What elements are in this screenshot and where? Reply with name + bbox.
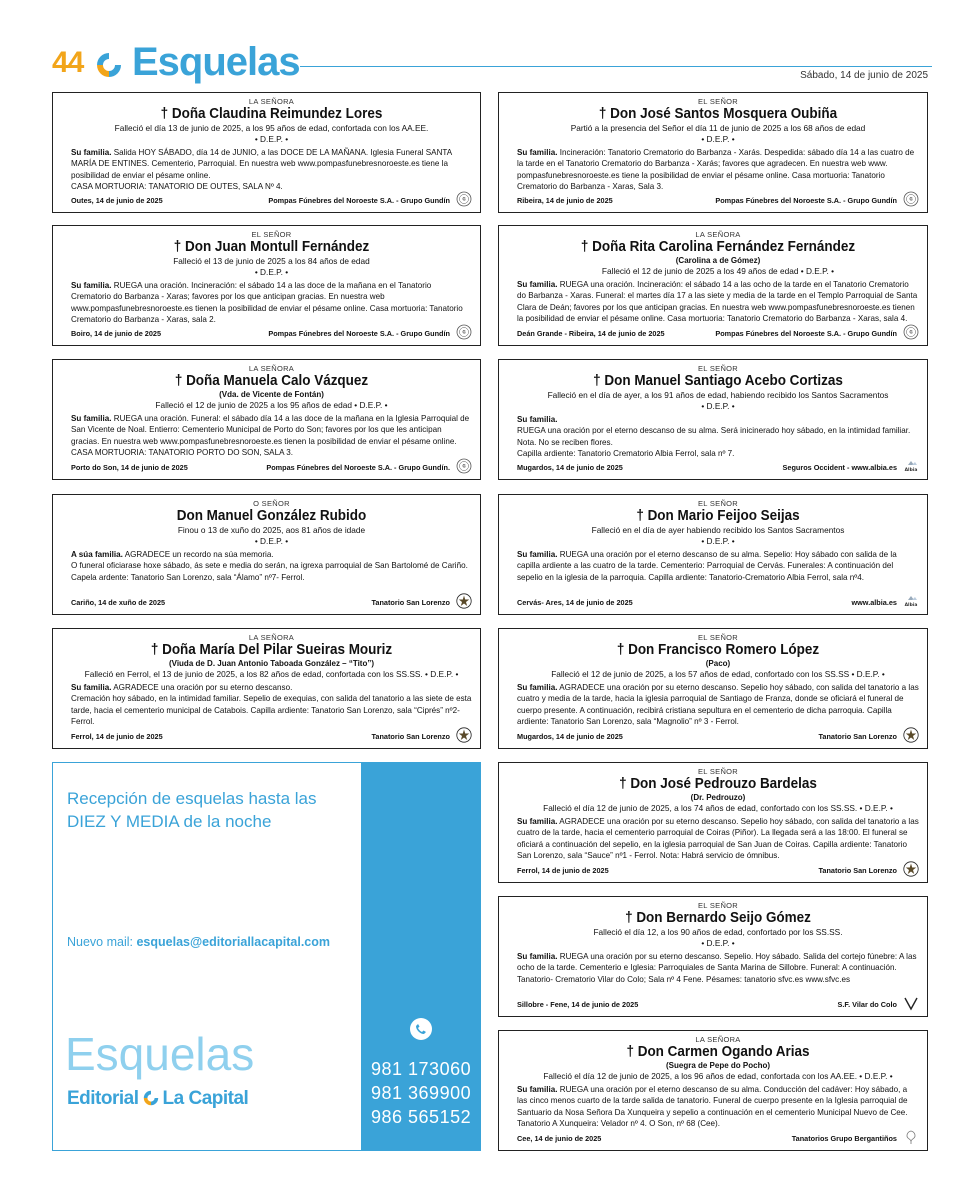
funeral-company: Tanatorio San Lorenzo xyxy=(818,866,897,875)
gundin-logo-icon xyxy=(903,324,919,340)
notice-body xyxy=(517,279,919,324)
place-date: Sillobre - Fene, 14 de junio de 2025 xyxy=(517,1000,639,1009)
honorific: EL SEÑOR xyxy=(251,230,292,239)
promo-left xyxy=(53,763,361,1150)
brand-esquelas: Esquelas xyxy=(65,1028,255,1080)
san-lorenzo-logo-icon xyxy=(903,861,919,877)
death-notice-line: Falleció el día 12 de junio de 2025, a los 74 años de edad, confortado con los SS.SS. • D.E.P. • xyxy=(543,803,893,813)
editorial-word: Editorial xyxy=(67,1088,139,1109)
death-notice-line: • D.E.P. • xyxy=(701,938,735,948)
page-header xyxy=(52,40,932,90)
death-notice-line: Partió a la presencia del Señor el día 11 de junio de 2025 a los 68 años de edad xyxy=(570,123,866,133)
notice-extra-line: RUEGA una oración por el eterno descanso de su alma. Será inicinerado hoy sábado, en la intimidad familiar. xyxy=(517,426,911,436)
notice-text: RUEGA una oración por su eterno descanso. Sepelio. Hoy sábado. Salida del cortejo fúnebre: A las ocho de la tarde. Cementerio e Iglesia: Parroquiales de Santa Marina de Sillobre. Funeral: A continuación. Tanatorio- Crematorio Vilar do Colo; Sala nº 4 Fene. Pésames: tanatorio sfvc.es www.sfvc.es xyxy=(517,952,917,984)
honorific: EL SEÑOR xyxy=(697,767,739,776)
notice-text: RUEGA una oración por el eterno descanso de su alma. Sepelio: Hoy sábado con salida de la capilla ardiente a las cuatro de la tarde. Cementerio: Parroquial de Cervás. Funerales: A continuación del sepelio en la iglesia de la parroquia. Capilla ardiente: Tanatorio-Crematorio Albia Ferrol, sala nº4. xyxy=(517,550,897,582)
death-notice-line: Falleció en Ferrol, el 13 de junio de 2025, a los 82 años de edad, confortada con los SS.SS. • D.E.P. • xyxy=(84,669,459,679)
death-notice-line: Falleció en el día de ayer, a los 91 años de edad, habiendo recibido los Santos Sacramentos xyxy=(547,390,889,400)
place-date: Mugardos, 14 de junio de 2025 xyxy=(517,732,623,741)
card-footer xyxy=(517,863,919,877)
email-label: Nuevo mail: xyxy=(67,935,137,949)
la-capital-word: La Capital xyxy=(162,1088,249,1109)
obituary-card xyxy=(52,494,481,615)
place-date: Ribeira, 14 de junio de 2025 xyxy=(517,196,613,205)
deceased-name: † Don José Santos Mosquera Oubiña xyxy=(598,106,838,122)
card-footer xyxy=(517,595,919,609)
deceased-name: † Doña Rita Carolina Fernández Fernández xyxy=(580,239,856,255)
place-date: Cee, 14 de junio de 2025 xyxy=(517,1134,602,1143)
svg-text:G: G xyxy=(909,329,913,335)
san-lorenzo-logo-icon xyxy=(456,727,472,743)
nickname: (Suegra de Pepe do Pocho) xyxy=(665,1061,770,1070)
funeral-company: Tanatorio San Lorenzo xyxy=(818,732,897,741)
notice-extra-line: O funeral oficiarase hoxe sábado, ás sete e media do serán, na igrexa parroquial de San Bartolomé de Cariño. xyxy=(71,561,468,571)
card-footer xyxy=(517,193,919,207)
capital-mark-icon xyxy=(142,1089,160,1107)
email-address[interactable]: esquelas@editoriallacapital.com xyxy=(136,935,330,949)
place-date: Ferrol, 14 de junio de 2025 xyxy=(517,866,609,875)
notice-body xyxy=(517,414,919,459)
nickname: (Carolina a de Gómez) xyxy=(675,256,761,265)
family-label: Su familia. xyxy=(71,414,112,423)
notice-text: RUEGA una oración. Incineración: el sábado 14 a las ocho de la tarde en el Tanatorio Crematorio do Barbanza - Xaras. Funeral: el martes día 17 a las siete y media de la tarde en el Templo Parroquial de Santa Clara de Deán; favores por los que anticipan gracias. En nuestra web www.pompasfunebresnoroeste.es tienen la posibilidad de enviar el pésame online. Casa mortuoria: Tanatorio Crematorio do Barbanza - Xaras, sala 4. xyxy=(517,280,918,323)
deceased-name: † Doña Claudina Reimundez Lores xyxy=(160,106,383,122)
funeral-company: Pompas Fúnebres del Noroeste S.A. - Grupo Gundín xyxy=(715,329,897,338)
promo-box xyxy=(52,762,481,1151)
honorific: EL SEÑOR xyxy=(697,364,739,373)
place-date: Cervás- Ares, 14 de junio de 2025 xyxy=(517,598,633,607)
svg-text:G: G xyxy=(909,196,913,202)
honorific: LA SEÑORA xyxy=(248,364,295,373)
death-notice-line: • D.E.P. • xyxy=(254,267,289,277)
card-footer xyxy=(517,729,919,743)
notice-text: RUEGA una oración por el eterno descanso de su alma. Conducción del cadáver: Hoy sábado, a las cinco menos cuarto de la tarde salida de tanatorio. Funeral de cuerpo presente en la Iglesia parroquial de Santuario da Nosa Señora Da Xunqueira y sepelio a continuación en el cementerio Municipal Nuevo de Cee. Tanatorio A Xunqueira: Velador nº 4. O Son, nº 68 (Cee). xyxy=(517,1085,908,1128)
deceased-name: † Don Bernardo Seijo Gómez xyxy=(625,910,811,926)
funeral-company: S.F. Vilar do Colo xyxy=(837,1000,897,1009)
death-notice-line: Falleció el día 12, a los 90 años de edad, confortado por los SS.SS. xyxy=(593,927,843,937)
svg-text:Albia: Albia xyxy=(904,603,918,608)
phone-icon xyxy=(409,1017,433,1041)
honorific: LA SEÑORA xyxy=(695,230,741,239)
notice-text: AGRADECE un recordo na súa memoria. xyxy=(122,550,274,559)
notice-text: RUEGA una oración. Incineración: el sábado 14 a las doce de la mañana en el Tanatorio Crematorio do Barbanza - Xaras; favores por los que anticipan gracias. En nuestra web www.pompasfunebresnoroeste.es tienen la posibilidad de enviar el pésame online. Casa mortuoria: Tanatorio Crematorio do Barbanza - Xaras, sala 2. xyxy=(71,281,463,324)
death-notice-line: • D.E.P. • xyxy=(701,134,735,144)
notice-body xyxy=(71,280,472,325)
funeral-company: Pompas Fúnebres del Noroeste S.A. - Grupo Gundín xyxy=(268,329,450,338)
vilar-do-colo-logo-icon xyxy=(903,995,919,1011)
place-date: Ferrol, 14 de junio de 2025 xyxy=(71,732,163,741)
honorific: EL SEÑOR xyxy=(697,499,739,508)
obituary-card xyxy=(52,225,481,346)
section-title: Esquelas xyxy=(132,40,300,84)
deceased-name: † Don Juan Montull Fernández xyxy=(173,239,370,255)
death-notice-line: Falleció el día 12 de junio de 2025, a los 96 años de edad, confortada con los AA.EE. • D.E.P. • xyxy=(543,1071,893,1081)
notice-body xyxy=(71,682,472,727)
notice-text: AGRADECE una oración por su eterno descanso. Sepelio hoy sábado, con salida del tanatorio a las cuatro de la tarde, hacia el cementerio parroquial de Coiras (Piñor). La llegada será a las 18:00. El funeral se oficiará a continuación del sepelio, en la iglesia parroquial de San Juan de Coiras. Capilla ardiente: Tanatorio San Lorenzo, sala “Sauce” nº1 - Ferrol. Nota: Habrá servicio de ómnibus. xyxy=(517,817,919,860)
funeral-company: Pompas Fúnebres del Noroeste S.A. - Grupo Gundín xyxy=(268,196,450,205)
place-date: Cariño, 14 de xuño de 2025 xyxy=(71,598,166,607)
deceased-name: † Doña Manuela Calo Vázquez xyxy=(174,373,369,389)
death-notice-line: • D.E.P. • xyxy=(254,134,289,144)
place-date: Mugardos, 14 de junio de 2025 xyxy=(517,463,623,472)
nickname: (Paco) xyxy=(705,659,731,668)
notice-extra-line: Cremación hoy sábado, en la intimidad familiar. Sepelio de exequias, con salida del tanatorio a las siete de esta tarde, hacia el cementerio municipal de Catabois. Capilla ardiente: Tanatorio San Lorenzo, sala “Ciprés” nº2- Ferrol. xyxy=(71,694,472,726)
death-notice-line: • D.E.P. • xyxy=(701,401,735,411)
deceased-name: † Don José Pedrouzo Bardelas xyxy=(619,776,817,792)
notice-extra-line: CASA MORTUORIA: TANATORIO DE OUTES, SALA Nº 4. xyxy=(71,181,283,191)
death-notice-line: Falleció el 12 de junio de 2025 a los 49 años de edad • D.E.P. • xyxy=(601,266,835,276)
gundin-logo-icon xyxy=(456,324,472,340)
family-label: Su familia. xyxy=(517,280,558,289)
notice-extra-line: Capela ardente: Tanatorio San Lorenzo, sala “Álamo” nº7- Ferrol. xyxy=(71,572,305,582)
reception-note: Recepción de esquelas hasta las DIEZ Y MEDIA de la noche xyxy=(67,789,317,831)
card-footer xyxy=(71,460,472,474)
place-date: Deán Grande - Ribeira, 14 de junio de 2025 xyxy=(517,329,665,338)
family-label: Su familia. xyxy=(517,817,558,826)
deceased-name: † Don Mario Feijoo Seijas xyxy=(636,508,800,524)
notice-body xyxy=(71,549,472,583)
capital-logo-icon xyxy=(94,50,124,80)
family-label: A súa familia. xyxy=(71,550,123,559)
honorific: LA SEÑORA xyxy=(695,1035,741,1044)
svg-text:Albia: Albia xyxy=(904,468,918,473)
promo-right xyxy=(361,763,480,1150)
phone-number[interactable]: 981 173060 xyxy=(371,1059,472,1079)
obituary-card xyxy=(498,359,928,480)
funeral-company: Pompas Fúnebres del Noroeste S.A. - Grupo Gundín. xyxy=(266,463,450,472)
deceased-name: † Don Francisco Romero López xyxy=(616,642,820,658)
san-lorenzo-logo-icon xyxy=(456,593,472,609)
honorific: EL SEÑOR xyxy=(697,901,739,910)
death-notice-line: • D.E.P. • xyxy=(701,536,735,546)
funeral-company: Pompas Fúnebres del Noroeste S.A. - Grupo Gundín xyxy=(715,196,897,205)
email-line xyxy=(67,935,330,949)
death-notice-line: Falleció en el día de ayer habiendo recibido los Santos Sacramentos xyxy=(591,525,845,535)
page-date: Sábado, 14 de junio de 2025 xyxy=(800,70,928,81)
nickname: (Dr. Pedrouzo) xyxy=(690,793,746,802)
family-label: Su familia. xyxy=(517,415,558,424)
family-label: Su familia. xyxy=(517,683,558,692)
page-number: 44 xyxy=(52,46,84,79)
honorific: LA SEÑORA xyxy=(248,97,295,106)
card-footer xyxy=(71,729,472,743)
family-label: Su familia. xyxy=(517,550,558,559)
card-footer xyxy=(517,997,919,1011)
notice-body xyxy=(517,816,919,861)
family-label: Su familia. xyxy=(71,148,112,157)
obituary-card xyxy=(498,1030,928,1151)
place-date: Outes, 14 de junio de 2025 xyxy=(71,196,163,205)
obituary-card xyxy=(52,359,481,480)
phone-number[interactable]: 986 565152 xyxy=(371,1107,472,1127)
funeral-company: Tanatorio San Lorenzo xyxy=(371,598,450,607)
place-date: Boiro, 14 de junio de 2025 xyxy=(71,329,162,338)
notice-body xyxy=(71,413,472,458)
death-notice-line: Falleció el 12 de junio de 2025, a los 57 años de edad, confortado con los SS.SS • D.E.P. • xyxy=(551,669,885,679)
notice-body xyxy=(517,682,919,727)
death-notice-line: Finou o 13 de xuño do 2025, aos 81 años de idade xyxy=(177,525,366,535)
family-label: Su familia. xyxy=(517,952,558,961)
phone-list xyxy=(371,1057,471,1129)
honorific: EL SEÑOR xyxy=(697,633,739,642)
bergantinos-logo-icon xyxy=(903,1129,919,1145)
death-notice-line: Falleció el día 13 de junio de 2025, a los 95 años de edad, confortada con los AA.EE. xyxy=(114,123,429,133)
funeral-company: Seguros Occident - www.albia.es xyxy=(782,463,897,472)
card-footer xyxy=(517,460,919,474)
death-notice-line: • D.E.P. • xyxy=(254,536,289,546)
phone-number[interactable]: 981 369900 xyxy=(371,1083,472,1103)
obituary-card xyxy=(52,628,481,749)
family-label: Su familia. xyxy=(71,281,112,290)
notice-body xyxy=(517,549,919,583)
notice-body xyxy=(517,951,919,985)
svg-text:G: G xyxy=(462,463,466,469)
notice-extra-line: Nota. No se reciben flores. xyxy=(517,437,613,447)
place-date: Porto do Son, 14 de junio de 2025 xyxy=(71,463,188,472)
header-rule xyxy=(300,66,932,67)
notice-text: AGRADECE una oración por su eterno descanso. xyxy=(111,683,293,692)
funeral-company: Tanatorios Grupo Bergantiños xyxy=(791,1134,897,1143)
notice-extra-line: Capilla ardiente: Tanatorio Crematorio Albia Ferrol, sala nº 7. xyxy=(517,448,735,458)
obituary-card xyxy=(498,762,928,883)
death-notice-line: Falleció el 12 de junio de 2025 a los 95 años de edad • D.E.P. • xyxy=(155,400,388,410)
editorial-logo xyxy=(67,1088,248,1110)
svg-text:G: G xyxy=(462,196,466,202)
deceased-name: Don Manuel González Rubido xyxy=(176,508,367,524)
family-label: Su familia. xyxy=(517,1085,558,1094)
notice-body xyxy=(71,147,472,192)
family-label: Su familia. xyxy=(71,683,112,692)
san-lorenzo-logo-icon xyxy=(903,727,919,743)
card-footer xyxy=(517,1131,919,1145)
obituary-card xyxy=(498,896,928,1017)
card-footer xyxy=(517,326,919,340)
gundin-logo-icon xyxy=(456,191,472,207)
deceased-name: † Doña María Del Pilar Sueiras Mouriz xyxy=(150,642,393,658)
card-footer xyxy=(71,193,472,207)
honorific: O SEÑOR xyxy=(253,499,290,508)
death-notice-line: Falleció el 13 de junio de 2025 a los 84 años de edad xyxy=(173,256,370,266)
card-footer xyxy=(71,595,472,609)
obituary-card xyxy=(52,92,481,213)
obituary-card xyxy=(498,92,928,213)
nickname: (Viuda de D. Juan Antonio Taboada González – “Tito”) xyxy=(168,659,375,668)
card-footer xyxy=(71,326,472,340)
nickname: (Vda. de Vicente de Fontán) xyxy=(219,390,324,399)
obituary-card xyxy=(498,628,928,749)
notice-body xyxy=(517,1084,919,1129)
family-label: Su familia. xyxy=(517,148,558,157)
honorific: EL SEÑOR xyxy=(697,97,739,106)
notice-body xyxy=(517,147,919,192)
gundin-logo-icon xyxy=(456,458,472,474)
funeral-company: Tanatorio San Lorenzo xyxy=(371,732,450,741)
albia-logo-icon xyxy=(903,593,919,609)
honorific: LA SEÑORA xyxy=(248,633,295,642)
obituary-card xyxy=(498,225,928,346)
notice-text: Incineración: Tanatorio Crematorio do Barbanza - Xarás. Despedida: sábado día 14 a las cuatro de la tarde en el Tanatorio Crematorio do Barbanza - Xarás; favores que agradecen. En nuestra web www. pompasfunebresnoroeste.es tiene la posibilidad de enviar el pésame online. Casa mortuoria: Tanatorio Crematorio do Barbanza - Xaras, Sala 3. xyxy=(517,148,915,191)
notice-text: Salida HOY SÁBADO, día 14 de JUNIO, a las DOCE DE LA MAÑANA. Iglesia Funeral SANTA MARÍA DE ENTINES. Cementerio, Parroquial. En nuestra web www.pompasfunebresnoroeste.es tiene la posibilidad de enviar el pésame online. xyxy=(71,148,452,180)
funeral-company: www.albia.es xyxy=(851,598,897,607)
obituary-card xyxy=(498,494,928,615)
gundin-logo-icon xyxy=(903,191,919,207)
notice-text: AGRADECE una oración por su eterno descanso. Sepelio hoy sábado, con salida del tanatorio a las cuatro y media de la tarde, hacia la iglesia parroquial de Santiago de Franza, donde se oficiará el funeral de cuerpo presente. A continuación, recibirá cristiana sepultura en el cementerio de dicha parroquia. Capilla ardiente: Tanatorio San Lorenzo, sala “Magnolio” nº 3 - Ferrol. xyxy=(517,683,919,726)
notice-text: RUEGA una oración. Funeral: el sábado día 14 a las doce de la mañana en la Iglesia Parroquial de San Vicente de Noal. Entierro: Cementerio Municipal de Porto do Son; favores por los que les anticipan gracias. En nuestra web www.pompasfunebresnoroeste.es tienen la posibilidad de enviar el pésame online. CASA MORTUORIA: TANATORIO PORTO DO SON, SALA 3. xyxy=(71,414,470,457)
albia-logo-icon xyxy=(903,458,919,474)
deceased-name: † Don Carmen Ogando Arias xyxy=(626,1044,810,1060)
svg-text:G: G xyxy=(462,329,466,335)
deceased-name: † Don Manuel Santiago Acebo Cortizas xyxy=(593,373,843,389)
